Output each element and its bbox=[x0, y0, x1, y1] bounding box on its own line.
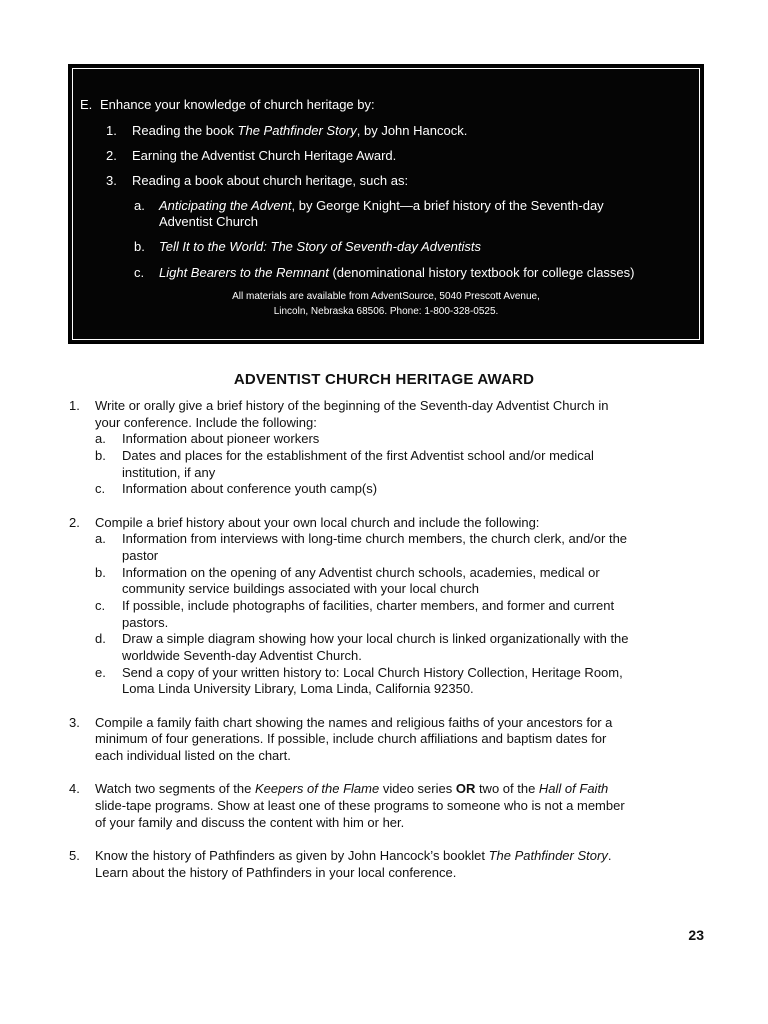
req-1b-marker: b. bbox=[95, 448, 106, 463]
req-2c-marker: c. bbox=[95, 598, 106, 613]
box-note-line2: Lincoln, Nebraska 68506. Phone: 1-800-328-0525. bbox=[273, 306, 499, 317]
req-3-number: 3. bbox=[69, 715, 80, 730]
req-2a-marker: a. bbox=[95, 531, 106, 546]
box-book-b-letter: b. bbox=[134, 239, 145, 254]
req-2d-text-line2: worldwide Seventh-day Adventist Church. bbox=[122, 648, 362, 663]
req-5-line2: Learn about the history of Pathfinders in your local conference. bbox=[95, 865, 457, 880]
req-2b-marker: b. bbox=[95, 565, 106, 580]
req-3-line1: Compile a family faith chart showing the names and religious faiths of your ancestors for a bbox=[95, 715, 613, 730]
req-2b-text: Information on the opening of any Adventist church schools, academies, medical or bbox=[122, 565, 600, 580]
box-intro-marker: E. bbox=[80, 97, 93, 112]
box-item-3-num: 3. bbox=[106, 173, 117, 188]
box-book-a-text-line2: Adventist Church bbox=[159, 214, 258, 229]
heritage-box bbox=[68, 64, 704, 344]
req-2a-text-line2: pastor bbox=[122, 548, 159, 563]
page-number: 23 bbox=[688, 927, 704, 943]
req-2c-text-line2: pastors. bbox=[122, 615, 169, 630]
req-4-number: 4. bbox=[69, 781, 80, 796]
req-4-line2: slide-tape programs. Show at least one of these programs to someone who is not a member bbox=[95, 798, 625, 813]
req-2e-text: Send a copy of your written history to: Local Church History Collection, Heritage Room, bbox=[122, 665, 623, 680]
req-1b-text: Dates and places for the establishment of the first Adventist school and/or medical bbox=[122, 448, 594, 463]
req-4-line3: of your family and discuss the content with him or her. bbox=[95, 815, 405, 830]
req-1a-text: Information about pioneer workers bbox=[122, 431, 320, 446]
box-intro-text: Enhance your knowledge of church heritage by: bbox=[100, 97, 375, 112]
box-item-3-text: Reading a book about church heritage, such as: bbox=[132, 173, 409, 188]
req-2e-text-line2: Loma Linda University Library, Loma Linda, California 92350. bbox=[122, 681, 474, 696]
req-2d-marker: d. bbox=[95, 631, 106, 646]
box-book-c-letter: c. bbox=[134, 265, 145, 280]
req-2b-text-line2: community service buildings associated with your local church bbox=[122, 581, 479, 596]
req-5-number: 5. bbox=[69, 848, 80, 863]
box-book-a-text: Anticipating the Advent, by George Knight—a brief history of the Seventh-day bbox=[159, 198, 604, 213]
req-1-number: 1. bbox=[69, 398, 80, 413]
req-3-line2: minimum of four generations. If possible, include church affiliations and baptism dates for bbox=[95, 731, 607, 746]
req-2a-text: Information from interviews with long-time church members, the church clerk, and/or the bbox=[122, 531, 628, 546]
box-note-line1: All materials are available from AdventSource, 5040 Prescott Avenue, bbox=[232, 291, 540, 302]
req-4-line1: Watch two segments of the Keepers of the Flame video series OR two of the Hall of Faith bbox=[95, 781, 609, 796]
req-1b-text-line2: institution, if any bbox=[122, 465, 216, 480]
req-2d-text: Draw a simple diagram showing how your local church is linked organizationally with the bbox=[122, 631, 629, 646]
req-1c-marker: c. bbox=[95, 481, 106, 496]
req-2-line1: Compile a brief history about your own local church and include the following: bbox=[95, 515, 540, 530]
req-1c-text: Information about conference youth camp(s) bbox=[122, 481, 378, 496]
box-item-1-num: 1. bbox=[106, 123, 117, 138]
box-item-1-text: Reading the book The Pathfinder Story, by John Hancock. bbox=[132, 123, 468, 138]
box-book-a-letter: a. bbox=[134, 198, 145, 213]
req-1a-marker: a. bbox=[95, 431, 106, 446]
req-5-line1: Know the history of Pathfinders as given by John Hancock’s booklet The Pathfinder Story. bbox=[95, 848, 612, 863]
award-title: ADVENTIST CHURCH HERITAGE AWARD bbox=[233, 371, 535, 388]
req-2e-marker: e. bbox=[95, 665, 106, 680]
box-item-2-num: 2. bbox=[106, 148, 117, 163]
box-book-c-text: Light Bearers to the Remnant (denominational history textbook for college classes) bbox=[159, 265, 635, 280]
req-1-line1: Write or orally give a brief history of the beginning of the Seventh-day Adventist Church in bbox=[95, 398, 609, 413]
box-book-b-text: Tell It to the World: The Story of Seventh-day Adventists bbox=[159, 239, 482, 254]
req-2-number: 2. bbox=[69, 515, 80, 530]
req-1-line2: your conference. Include the following: bbox=[95, 415, 317, 430]
box-item-2-text: Earning the Adventist Church Heritage Award. bbox=[132, 148, 397, 163]
req-2c-text: If possible, include photographs of facilities, charter members, and former and current bbox=[122, 598, 615, 613]
req-3-line3: each individual listed on the chart. bbox=[95, 748, 291, 763]
